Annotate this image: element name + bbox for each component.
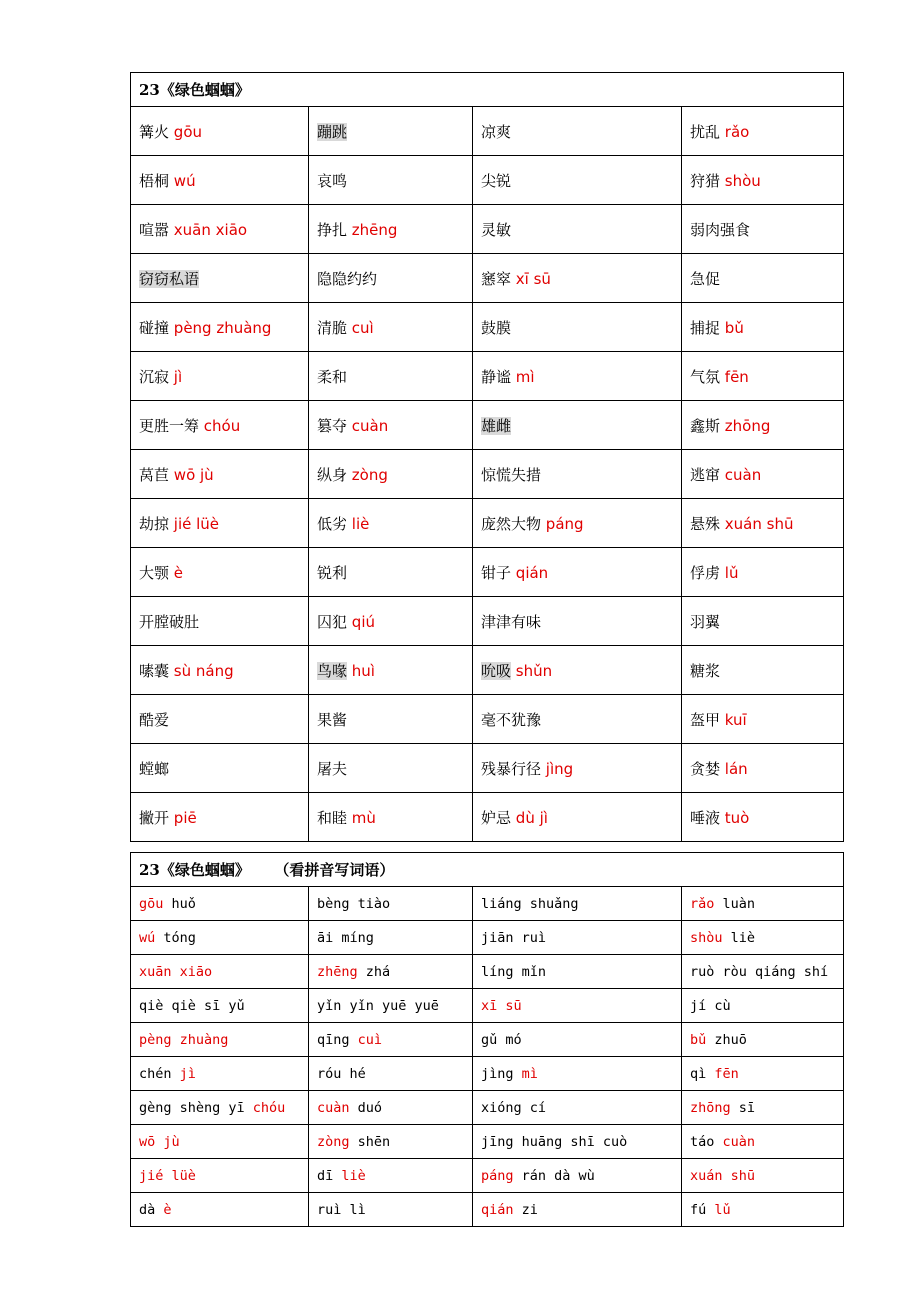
pinyin-segment: qì [690,1065,715,1082]
vocab-row [131,156,844,205]
pinyin-cell [473,1091,682,1125]
pinyin-table-title [131,853,844,887]
pinyin-segment: sī [730,1099,756,1116]
pinyin-segment: shòu [690,929,723,946]
vocab-cell [473,156,682,205]
pinyin-segment: jīng huāng shī cuò [481,1133,628,1150]
vocab-cell [682,303,844,352]
pinyin-row [131,921,844,955]
vocab-pinyin: sù náng [173,661,234,680]
vocab-word: 扰乱 [690,122,721,141]
pinyin-row [131,989,844,1023]
vocab-cell [309,352,473,401]
vocab-cell [473,695,682,744]
vocab-word: 喧嚣 [139,220,170,239]
vocab-word: 鑫斯 [690,416,721,435]
vocab-word: 残暴行径 [481,759,542,778]
pinyin-segment: jié lüè [139,1167,196,1184]
vocab-pinyin: tuò [724,808,750,827]
vocab-word: 俘虏 [690,563,721,582]
vocab-cell [473,205,682,254]
vocab-cell [682,352,844,401]
pinyin-segment: xióng cí [481,1099,547,1116]
vocab-cell [131,401,309,450]
pinyin-segment: ruì lì [317,1201,366,1218]
vocab-word: 开膛破肚 [139,612,200,631]
pinyin-segment: xuān xiāo [139,963,213,980]
pinyin-segment: róu hé [317,1065,366,1082]
pinyin-segment: líng mǐn [481,963,547,980]
vocab-cell [682,548,844,597]
pinyin-cell [131,1023,309,1057]
vocab-table [130,72,844,842]
vocab-cell [682,793,844,842]
vocab-row [131,254,844,303]
vocab-cell [473,744,682,793]
pinyin-row [131,1159,844,1193]
pinyin-cell [682,887,844,921]
vocab-word: 弱肉强食 [690,220,751,239]
vocab-word: 低劣 [317,514,348,533]
pinyin-segment: xuán shū [690,1167,756,1184]
vocab-word: 鼓膜 [481,318,512,337]
vocab-word: 急促 [690,269,721,288]
vocab-pinyin: pèng zhuàng [173,318,272,337]
vocab-cell [682,597,844,646]
vocab-cell [131,646,309,695]
pinyin-cell [473,1057,682,1091]
vocab-word: 嗉囊 [139,661,170,680]
vocab-word: 唾液 [690,808,721,827]
pinyin-cell [473,1159,682,1193]
vocab-cell [682,254,844,303]
pinyin-table-subtitle: （看拼音写词语） [281,861,395,879]
vocab-pinyin: è [173,563,184,582]
pinyin-segment: gōu [139,895,164,912]
vocab-cell [309,548,473,597]
vocab-word: 静谧 [481,367,512,386]
vocab-pinyin: shòu [724,171,761,190]
pinyin-segment: chóu [252,1099,286,1116]
vocab-pinyin: gōu [173,122,203,141]
pinyin-segment: huǒ [163,895,196,912]
pinyin-segment: liè [341,1167,366,1184]
vocab-pinyin: páng [545,514,584,533]
pinyin-cell [309,921,473,955]
vocab-cell [131,156,309,205]
pinyin-cell [682,1057,844,1091]
vocab-pinyin: lán [724,759,748,778]
vocab-cell [309,156,473,205]
vocab-cell [131,352,309,401]
pinyin-segment: mì [521,1065,538,1082]
vocab-pinyin: bǔ [724,318,744,337]
vocab-word: 羽翼 [690,612,721,631]
pinyin-segment: tóng [155,929,196,946]
pinyin-cell [131,955,309,989]
vocab-pinyin: wō jù [173,465,214,484]
vocab-cell [473,401,682,450]
pinyin-segment: jì [179,1065,196,1082]
pinyin-segment: āi míng [317,929,374,946]
vocab-word: 梧桐 [139,171,170,190]
vocab-row [131,548,844,597]
vocab-word: 和睦 [317,808,348,827]
vocab-row [131,450,844,499]
pinyin-segment: luàn [714,895,756,912]
vocab-word: 隐隐约约 [317,269,378,288]
vocab-cell [682,205,844,254]
vocab-pinyin: jì [173,367,183,386]
vocab-cell [131,597,309,646]
vocab-cell [131,450,309,499]
vocab-word: 盔甲 [690,710,721,729]
vocab-word: 劫掠 [139,514,170,533]
pinyin-cell [682,1023,844,1057]
vocab-pinyin: jìng [545,759,574,778]
vocab-word: 屠夫 [317,759,348,778]
vocab-word: 莴苣 [139,465,170,484]
vocab-cell [473,303,682,352]
pinyin-segment: rán dà wù [513,1167,595,1184]
pinyin-segment: qīng [317,1031,358,1048]
vocab-word: 狩猎 [690,171,721,190]
vocab-row [131,646,844,695]
vocab-pinyin: xuán shū [724,514,794,533]
vocab-word: 沉寂 [139,367,170,386]
pinyin-cell [473,955,682,989]
vocab-pinyin: jié lüè [173,514,220,533]
pinyin-segment: wú [139,929,156,946]
pinyin-segment: táo [690,1133,723,1150]
pinyin-row [131,1125,844,1159]
vocab-pinyin: qiú [351,612,375,631]
vocab-cell [682,646,844,695]
vocab-cell [131,205,309,254]
vocab-pinyin: cuàn [724,465,762,484]
vocab-cell [473,548,682,597]
pinyin-segment: cuàn [317,1099,350,1116]
vocab-pinyin: shǔn [515,661,553,680]
vocab-pinyin: zòng [351,465,388,484]
pinyin-segment: liáng shuǎng [481,895,579,912]
vocab-cell [309,646,473,695]
vocab-cell [309,205,473,254]
vocab-cell [131,548,309,597]
vocab-word: 逃窜 [690,465,721,484]
vocab-word: 妒忌 [481,808,512,827]
pinyin-segment: gèng shèng yī [139,1099,253,1116]
pinyin-row [131,887,844,921]
vocab-word: 窃窃私语 [139,269,200,288]
pinyin-segment: zhēng [317,963,358,980]
pinyin-cell [682,989,844,1023]
vocab-word: 锐利 [317,563,348,582]
vocab-word: 哀鸣 [317,171,348,190]
pinyin-cell [682,955,844,989]
pinyin-cell [309,1125,473,1159]
vocab-word: 雄雌 [481,416,512,435]
vocab-pinyin: piē [173,808,197,827]
pinyin-segment: zhuō [706,1031,747,1048]
vocab-cell [309,597,473,646]
pinyin-row [131,1057,844,1091]
pinyin-segment: cuàn [722,1133,756,1150]
pinyin-segment: lǔ [714,1201,731,1218]
vocab-row [131,401,844,450]
vocab-cell [131,499,309,548]
vocab-cell [131,744,309,793]
vocab-row [131,793,844,842]
vocab-word: 糖浆 [690,661,721,680]
vocab-row [131,352,844,401]
vocab-cell [309,107,473,156]
vocab-row [131,205,844,254]
vocab-pinyin: lǔ [724,563,739,582]
pinyin-segment: zhá [357,963,391,980]
pinyin-row [131,1193,844,1227]
pinyin-segment: gǔ mó [481,1031,522,1048]
pinyin-cell [131,989,309,1023]
pinyin-segment: bèng tiào [317,895,391,912]
vocab-pinyin: xuān xiāo [173,220,248,239]
vocab-word: 更胜一筹 [139,416,200,435]
pinyin-cell [473,1193,682,1227]
pinyin-cell [682,1193,844,1227]
vocab-pinyin: mù [351,808,376,827]
vocab-word: 撇开 [139,808,170,827]
vocab-cell [309,695,473,744]
pinyin-segment: jí cù [690,997,731,1014]
pinyin-cell [473,1023,682,1057]
vocab-word: 纵身 [317,465,348,484]
vocab-cell [682,695,844,744]
pinyin-segment: pèng zhuàng [139,1031,229,1048]
vocab-cell [473,597,682,646]
vocab-row [131,744,844,793]
vocab-cell [682,499,844,548]
vocab-cell [131,695,309,744]
pinyin-segment: páng [481,1167,514,1184]
pinyin-segment: fú [690,1201,715,1218]
pinyin-segment: xī sū [481,997,522,1014]
vocab-pinyin: dù jì [515,808,548,827]
pinyin-cell [473,989,682,1023]
vocab-cell [682,401,844,450]
vocab-cell [473,646,682,695]
vocab-word: 惊慌失措 [481,465,542,484]
pinyin-row [131,1023,844,1057]
vocab-word: 蹦跳 [317,122,348,141]
vocab-word: 津津有味 [481,612,542,631]
pinyin-segment: yǐn yǐn yuē yuē [317,997,439,1014]
pinyin-segment: qián [481,1201,514,1218]
pinyin-cell [682,1159,844,1193]
vocab-word: 气氛 [690,367,721,386]
vocab-pinyin: mì [515,367,535,386]
vocab-pinyin: fēn [724,367,749,386]
vocab-pinyin: cuàn [351,416,389,435]
vocab-cell [682,107,844,156]
pinyin-row [131,955,844,989]
vocab-cell [131,303,309,352]
vocab-cell [473,499,682,548]
vocab-cell [309,303,473,352]
pinyin-segment: rǎo [690,895,715,912]
vocab-cell [473,793,682,842]
vocab-table-title: 23《绿色蝈蝈》 [131,73,844,107]
vocab-pinyin: kuī [724,710,747,729]
vocab-word: 螳螂 [139,759,170,778]
pinyin-cell [309,1057,473,1091]
pinyin-cell [309,1023,473,1057]
vocab-row [131,597,844,646]
vocab-word: 囚犯 [317,612,348,631]
pinyin-cell [309,887,473,921]
pinyin-segment: dī [317,1167,342,1184]
pinyin-cell [131,887,309,921]
vocab-word: 碰撞 [139,318,170,337]
vocab-cell [682,450,844,499]
vocab-word: 钳子 [481,563,512,582]
pinyin-cell [682,1091,844,1125]
vocab-word: 鸟喙 [317,661,348,680]
vocab-cell [309,450,473,499]
vocab-row [131,107,844,156]
vocab-word: 柔和 [317,367,348,386]
vocab-word: 灵敏 [481,220,512,239]
vocab-word: 窸窣 [481,269,512,288]
vocab-cell [309,401,473,450]
vocab-word: 篝火 [139,122,170,141]
vocab-word: 果酱 [317,710,348,729]
pinyin-cell [473,921,682,955]
vocab-pinyin: wú [173,171,196,190]
pinyin-cell [309,1159,473,1193]
vocab-pinyin: cuì [351,318,374,337]
vocab-cell [473,254,682,303]
vocab-pinyin: zhēng [351,220,398,239]
pinyin-segment: dà [139,1201,164,1218]
vocab-pinyin: chóu [203,416,241,435]
vocab-cell [309,793,473,842]
pinyin-segment: fēn [714,1065,739,1082]
pinyin-segment: cuì [357,1031,383,1048]
vocab-word: 清脆 [317,318,348,337]
pinyin-cell [473,887,682,921]
pinyin-cell [309,989,473,1023]
pinyin-cell [309,1091,473,1125]
pinyin-cell [309,1193,473,1227]
pinyin-segment: bǔ [690,1031,707,1048]
pinyin-cell [131,1159,309,1193]
vocab-word: 尖锐 [481,171,512,190]
vocab-pinyin: zhōng [724,416,771,435]
vocab-cell [682,156,844,205]
pinyin-cell [473,1125,682,1159]
pinyin-row [131,1091,844,1125]
pinyin-segment: zhōng [690,1099,731,1116]
pinyin-cell [131,1193,309,1227]
vocab-row [131,303,844,352]
pinyin-cell [131,921,309,955]
vocab-cell [473,107,682,156]
vocab-row [131,695,844,744]
vocab-cell [309,254,473,303]
vocab-word: 庞然大物 [481,514,542,533]
vocab-word: 悬殊 [690,514,721,533]
pinyin-cell [131,1125,309,1159]
pinyin-segment: ruò ròu qiáng shí [690,963,829,980]
pinyin-segment: qiè qiè sī yǔ [139,997,245,1014]
vocab-word: 贪婪 [690,759,721,778]
pinyin-segment: wō jù [139,1133,180,1150]
vocab-cell [309,744,473,793]
vocab-word: 大颚 [139,563,170,582]
vocab-word: 毫不犹豫 [481,710,542,729]
pinyin-segment: zòng [317,1133,350,1150]
vocab-word: 酷爱 [139,710,170,729]
vocab-pinyin: liè [351,514,370,533]
pinyin-segment: jiān ruì [481,929,547,946]
vocab-cell [131,254,309,303]
pinyin-cell [131,1091,309,1125]
pinyin-segment: duó [349,1099,383,1116]
pinyin-segment: liè [722,929,756,946]
vocab-word: 篡夺 [317,416,348,435]
pinyin-segment: chén [139,1065,180,1082]
vocab-pinyin: rǎo [724,122,750,141]
vocab-word: 凉爽 [481,122,512,141]
vocab-cell [309,499,473,548]
pinyin-segment: è [163,1201,172,1218]
vocab-cell [473,450,682,499]
vocab-word: 捕捉 [690,318,721,337]
pinyin-cell [682,1125,844,1159]
pinyin-cell [682,921,844,955]
pinyin-segment: shēn [349,1133,391,1150]
pinyin-cell [309,955,473,989]
vocab-cell [682,744,844,793]
vocab-row [131,499,844,548]
pinyin-cell [131,1057,309,1091]
vocab-pinyin: xī sū [515,269,551,288]
vocab-cell [131,107,309,156]
pinyin-table [130,852,844,1227]
vocab-cell [473,352,682,401]
vocab-word: 挣扎 [317,220,348,239]
vocab-pinyin: qián [515,563,549,582]
pinyin-segment: jìng [481,1065,522,1082]
pinyin-table-title-text: 23《绿色蝈蝈》 [139,861,250,879]
vocab-cell [131,793,309,842]
vocab-word: 吮吸 [481,661,512,680]
pinyin-segment: zi [513,1201,538,1218]
vocab-pinyin: huì [351,661,375,680]
